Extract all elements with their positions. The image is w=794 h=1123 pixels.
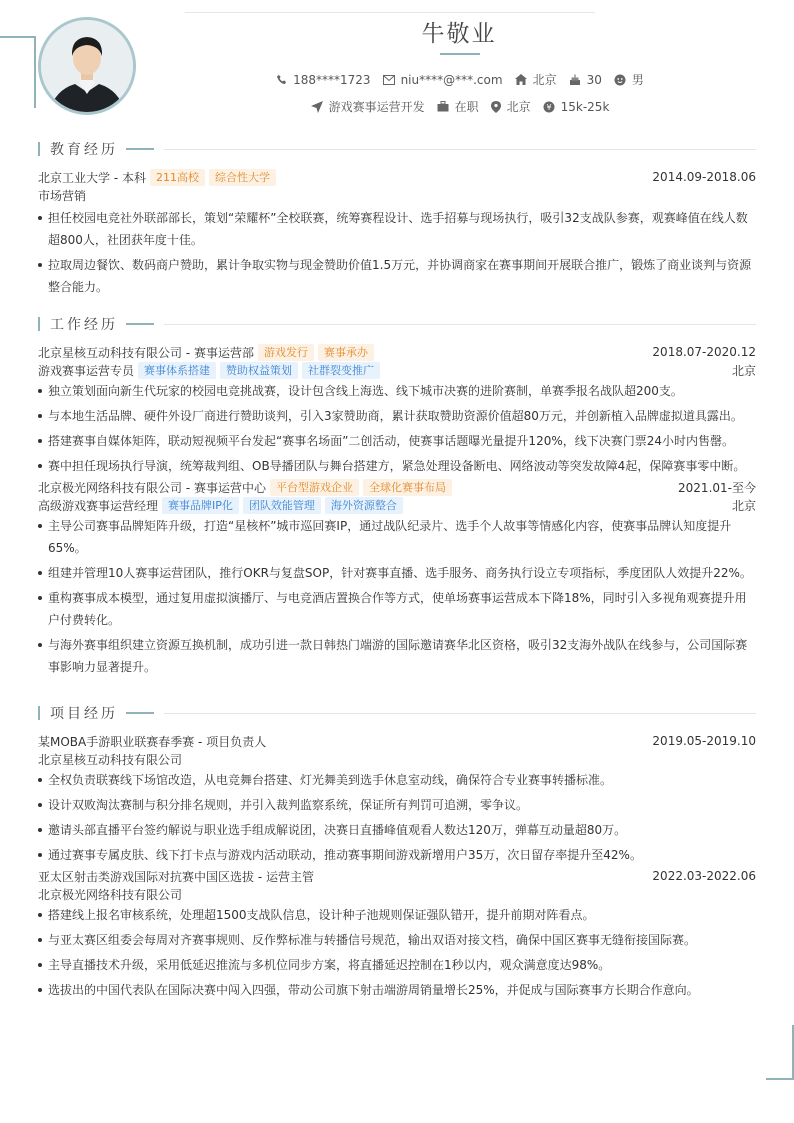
list-item: 选拔出的中国代表队在国际决赛中闯入四强，带动公司旗下射击端游周销量增长25%，并促成与国际赛事方长期合作意向。 [38,979,756,1001]
education-entry-left [38,169,276,186]
list-item: 搭建赛事自媒体矩阵，联动短视频平台发起“赛事名场面”二创活动，使赛事话题曝光量提升120%，线下决赛门票24小时内售罄。 [38,430,756,452]
job-header [38,478,756,496]
section-marker [38,317,40,331]
education-major-row [38,186,756,204]
svg-text:¥: ¥ [546,102,552,112]
list-item: 重构赛事成本模型，通过复用虚拟演播厅、与电竞酒店置换合作等方式，使单场赛事运营成本下降18%，同时引入多视角观赛提升用户付费转化。 [38,587,756,631]
education-section [38,140,756,301]
section-divider [164,324,756,325]
role-tag: 团队效能管理 [243,497,321,514]
list-item: 主导公司赛事品牌矩阵升级，打造“星核杯”城市巡回赛IP，通过战队纪录片、选手个人故事等情感化内容，使赛事品牌认知度提升65%。 [38,515,756,559]
list-item: 与亚太赛区组委会每周对齐赛事规则、反作弊标准与转播信号规范，输出双语对接文档，确保中国区赛事无缝衔接国际赛。 [38,929,756,951]
contact-row [0,71,794,88]
job-header-left [38,479,452,496]
education-bullets [38,207,756,298]
projects-section [38,704,756,1004]
location-item [491,98,531,115]
gender-icon [614,74,626,86]
cake-icon [569,74,581,86]
corner-decoration-bottom-right [766,1025,794,1080]
section-accent-line [126,712,154,714]
list-item: 全权负责联赛线下场馆改造，从电竞舞台搭建、灯光舞美到选手休息室动线，确保符合专业赛事转播标准。 [38,769,756,791]
age-item [569,73,602,87]
location-text: 北京 [506,100,531,114]
project-header [38,867,756,885]
project-date: 2022.03-2022.06 [652,869,756,883]
job-role-row [38,496,756,514]
company-tag: 全球化赛事布局 [363,479,452,496]
projects-heading [38,704,756,722]
role-tag: 赞助权益策划 [220,362,298,379]
education-heading [38,140,756,158]
list-item: 通过赛事专属皮肤、线下打卡点与游戏内活动联动，推动赛事期间游戏新增用户35万，次日留存率提升至42%。 [38,844,756,866]
role-tag: 赛事体系搭建 [138,362,216,379]
section-divider [164,713,756,714]
project-bullets [38,769,756,866]
salary-icon [543,101,555,113]
company-name: 北京星核互动科技有限公司 - 赛事运营部 [38,345,254,360]
work-section [38,315,756,681]
location-icon [491,101,501,113]
email-text: niu****@***.com [400,72,503,87]
age-text: 30 [586,72,602,87]
school-name: 北京工业大学 - 本科 [38,170,146,185]
intent-item [311,98,425,115]
list-item: 组建并管理10人赛事运营团队，推行OKR与复盘SOP，针对赛事直播、选手服务、商务执行设立专项指标，季度团队人效提升22%。 [38,562,756,584]
major-name: 市场营销 [38,188,87,203]
job-role: 高级游戏赛事运营经理 [38,498,159,513]
job-bullets [38,515,756,678]
phone-text: 188****1723 [293,72,371,87]
projects-title: 项目经历 [50,706,118,722]
project-bullets [38,904,756,1001]
list-item: 赛中担任现场执行导演，统筹裁判组、OB导播团队与舞台搭建方，紧急处理设备断电、网络波动等突发故障4起，保障赛事零中断。 [38,455,756,477]
role-tag: 赛事品牌IP化 [162,497,239,514]
job-bullets [38,380,756,477]
intent-text: 游戏赛事运营开发 [328,100,425,114]
gender-item [614,71,644,88]
section-marker [38,142,40,156]
list-item: 独立策划面向新生代玩家的校园电竞挑战赛，设计包含线上海选、线下城市决赛的进阶赛制，单赛季报名战队超200支。 [38,380,756,402]
project-company-row [38,750,756,768]
company-tag: 游戏发行 [258,344,314,361]
home-icon [515,74,527,85]
list-item: 拉取周边餐饮、数码商户赞助，累计争取实物与现金赞助价值1.5万元，并协调商家在赛事期间开展联合推广，锻炼了商业谈判与资源整合能力。 [38,254,756,298]
home-item [515,71,557,88]
job-date: 2018.07-2020.12 [652,345,756,359]
role-tag: 社群裂变推广 [302,362,380,379]
home-text: 北京 [532,73,557,87]
list-item: 担任校园电竞社外联部部长，策划“荣耀杯”全校联赛，统筹赛程设计、选手招募与现场执行，吸引32支战队参赛，观赛峰值在线人数超800人，社团获年度十佳。 [38,207,756,251]
work-heading [38,315,756,333]
briefcase-icon [437,101,449,112]
section-accent-line [126,148,154,150]
section-marker [38,706,40,720]
project-name: 某MOBA手游职业联赛春季赛 - 项目负责人 [38,734,267,749]
education-entry-header [38,168,756,186]
job-date: 2021.01-至今 [678,480,756,495]
candidate-name: 牛敬业 [421,21,497,47]
company-tag: 平台型游戏企业 [270,479,359,496]
work-title: 工作经历 [50,317,118,333]
gender-text: 男 [631,73,644,87]
project-header [38,732,756,750]
top-divider [185,12,595,13]
name-underline [440,53,480,55]
phone-item [276,73,370,87]
job-city: 北京 [731,498,756,513]
salary-item [543,100,610,114]
job-role: 游戏赛事运营专员 [38,363,135,378]
list-item: 邀请头部直播平台签约解说与职业选手组成解说团，决赛日直播峰值观看人数达120万，弹幕互动量超80万。 [38,819,756,841]
job-role-row [38,361,756,379]
company-name: 北京极光网络科技有限公司 - 赛事运营中心 [38,480,266,495]
list-item: 主导直播技术升级，采用低延迟推流与多机位同步方案，将直播延迟控制在1秒以内，观众满意度达98%。 [38,954,756,976]
salary-text: 15k-25k [560,99,610,114]
project-company: 北京星核互动科技有限公司 [38,752,183,767]
list-item: 设计双败淘汰赛制与积分排名规则，并引入裁判监察系统，保证所有判罚可追溯，零争议。 [38,794,756,816]
list-item: 与海外赛事组织建立资源互换机制，成功引进一款日韩热门端游的国际邀请赛华北区资格，吸引32支海外战队在线参与，公司国际赛事影响力显著提升。 [38,634,756,678]
job-city: 北京 [731,363,756,378]
job-role-left [38,497,403,514]
project-name: 亚太区射击类游戏国际对抗赛中国区选拔 - 运营主管 [38,869,314,884]
job-header-left [38,344,374,361]
project-company: 北京极光网络科技有限公司 [38,887,183,902]
job-role-left [38,362,380,379]
project-date: 2019.05-2019.10 [652,734,756,748]
mail-icon [383,75,395,85]
list-item: 与本地生活品牌、硬件外设厂商进行赞助谈判，引入3家赞助商，累计获取赞助资源价值超80万元，并创新植入品牌虚拟道具露出。 [38,405,756,427]
company-tag: 赛事承办 [318,344,374,361]
job-intent-row [0,98,794,115]
status-text: 在职 [454,100,479,114]
project-company-row [38,885,756,903]
phone-icon [276,74,287,85]
email-item [383,73,503,87]
list-item: 搭建线上报名审核系统，处理超1500支战队信息，设计种子池规则保证强队错开，提升前期对阵看点。 [38,904,756,926]
education-date: 2014.09-2018.06 [652,170,756,184]
school-tag: 211高校 [150,169,205,186]
send-icon [311,101,323,113]
school-tag: 综合性大学 [209,169,276,186]
section-divider [164,149,756,150]
job-header [38,343,756,361]
section-accent-line [126,323,154,325]
role-tag: 海外资源整合 [325,497,403,514]
status-item [437,98,479,115]
education-title: 教育经历 [50,142,118,158]
